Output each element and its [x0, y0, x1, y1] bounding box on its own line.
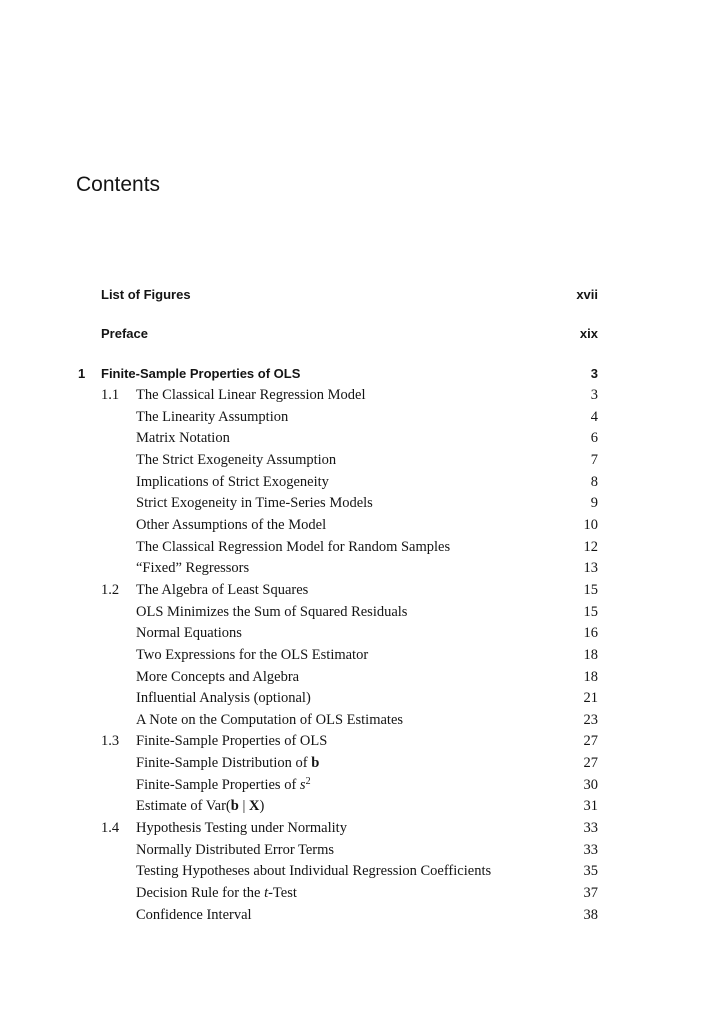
toc-subsection[interactable]: [0, 755, 716, 775]
toc-entry-label: The Algebra of Least Squares: [136, 581, 309, 598]
section-number: 1.1: [101, 387, 120, 403]
toc-subsection[interactable]: [0, 907, 716, 927]
toc-subsection[interactable]: [0, 669, 716, 689]
toc-entry-label: More Concepts and Algebra: [136, 668, 300, 685]
toc-entry-page: 3: [590, 387, 598, 403]
toc-subsection[interactable]: [0, 560, 716, 580]
toc-entry-label: List of Figures: [101, 287, 191, 302]
toc-subsection[interactable]: [0, 517, 716, 537]
toc-entry-label: Testing Hypotheses about Individual Regression Coefficients: [136, 863, 492, 880]
toc-subsection[interactable]: [0, 409, 716, 429]
toc-entry-page: 33: [583, 820, 598, 836]
toc-section[interactable]: [0, 820, 716, 840]
toc-entry-page: 21: [583, 690, 598, 707]
section-number: 1.3: [101, 733, 120, 750]
toc-subsection[interactable]: [0, 430, 716, 450]
toc-subsection[interactable]: [0, 452, 716, 472]
toc-entry-page: 15: [583, 603, 598, 620]
toc-subsection[interactable]: [0, 842, 716, 862]
toc-subsection[interactable]: [0, 712, 716, 732]
toc-subsection[interactable]: [0, 885, 716, 905]
toc-entry-label: Implications of Strict Exogeneity: [136, 473, 329, 490]
toc-subsection[interactable]: [0, 604, 716, 624]
toc-entry-label: Confidence Interval: [136, 906, 252, 923]
toc-entry-page: 33: [583, 841, 598, 858]
toc-entry-label: Normal Equations: [136, 625, 242, 642]
toc-entry-page: 16: [583, 625, 598, 642]
toc-subsection[interactable]: [0, 647, 716, 667]
section-number: 1.2: [101, 581, 120, 598]
toc-entry-label: The Classical Linear Regression Model: [136, 387, 366, 403]
toc-entry-label: The Linearity Assumption: [136, 408, 289, 425]
toc-entry-page: 18: [583, 646, 598, 663]
toc-chapter-1[interactable]: [0, 366, 716, 386]
toc-subsection[interactable]: [0, 474, 716, 494]
toc-entry-page: xvii: [576, 287, 598, 302]
toc-entry-page: 6: [590, 430, 598, 447]
toc-entry-label: The Strict Exogeneity Assumption: [136, 451, 337, 468]
toc-entry-label: “Fixed” Regressors: [136, 560, 250, 577]
toc-entry-page: 31: [583, 798, 598, 815]
toc-entry-page: 37: [583, 885, 598, 901]
toc-subsection[interactable]: [0, 863, 716, 883]
toc-entry-label: Decision Rule for the t-Test: [136, 885, 297, 901]
toc-section[interactable]: [0, 582, 716, 602]
toc-entry-page: 30: [583, 776, 598, 793]
toc-entry-label: The Classical Regression Model for Random Samples: [136, 538, 451, 555]
chapter-number: 1: [78, 366, 86, 381]
toc-entry-label: Strict Exogeneity in Time-Series Models: [136, 495, 373, 512]
toc-entry-page: 13: [583, 560, 598, 577]
toc-entry-label: A Note on the Computation of OLS Estimates: [136, 711, 404, 728]
toc-entry-label: Two Expressions for the OLS Estimator: [136, 646, 369, 663]
toc-subsection[interactable]: [0, 798, 716, 818]
toc-subsection[interactable]: [0, 625, 716, 645]
chapter-title: Finite-Sample Properties of OLS: [101, 366, 301, 381]
toc-subsection[interactable]: [0, 777, 716, 797]
toc-entry-preface[interactable]: [0, 326, 716, 346]
toc-entry-page: 27: [583, 755, 598, 771]
toc-entry-label: Normally Distributed Error Terms: [136, 841, 335, 858]
toc-entry-page: 7: [590, 451, 598, 468]
toc-entry-page: 23: [583, 711, 598, 728]
toc-entry-page: 27: [583, 733, 598, 750]
chapter-page: 3: [590, 366, 598, 381]
toc-entry-label: OLS Minimizes the Sum of Squared Residuals: [136, 603, 408, 620]
page-title: Contents: [76, 173, 161, 196]
toc-entry-page: 9: [590, 495, 598, 512]
toc-entry-label: Hypothesis Testing under Normality: [136, 820, 347, 836]
toc-entry-page: 38: [583, 906, 598, 923]
toc-subsection[interactable]: [0, 690, 716, 710]
toc-entry-page: xix: [579, 326, 598, 341]
toc-entry-label: Influential Analysis (optional): [136, 690, 311, 707]
toc-entry-label: Finite-Sample Properties of $s^2$: [136, 775, 311, 793]
toc-entry-page: 8: [590, 473, 598, 490]
toc-entry-page: 15: [583, 581, 598, 598]
toc-entry-list-of-figures[interactable]: [0, 287, 716, 307]
toc-section[interactable]: [0, 387, 716, 407]
toc-section[interactable]: [0, 733, 716, 753]
toc-entry-label: Estimate of Var(b | X): [136, 798, 265, 815]
toc-entry-label: Finite-Sample Properties of OLS: [136, 733, 328, 750]
toc-entry-label: Finite-Sample Distribution of b: [136, 755, 320, 771]
toc-entry-page: 35: [583, 863, 598, 880]
toc-entry-label: Other Assumptions of the Model: [136, 516, 327, 533]
toc-entry-page: 4: [590, 408, 598, 425]
toc-entry-page: 12: [583, 538, 598, 555]
toc-subsection[interactable]: [0, 539, 716, 559]
toc-entry-page: 18: [583, 668, 598, 685]
toc-entry-page: 10: [583, 516, 598, 533]
section-number: 1.4: [101, 820, 120, 836]
toc-entry-label: Matrix Notation: [136, 430, 230, 447]
toc-subsection[interactable]: [0, 495, 716, 515]
toc-entry-label: Preface: [101, 326, 148, 341]
